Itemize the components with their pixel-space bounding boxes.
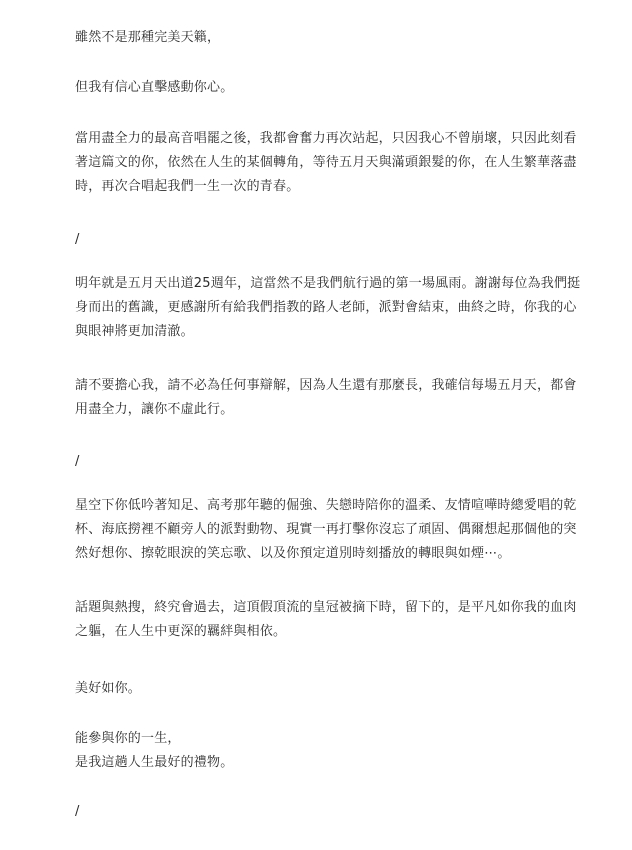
paragraph-3 [75, 127, 577, 199]
paragraph-6-line-1: 星空下你低吟著知足、高考那年聽的倔強、失戀時陪你的溫柔、友情喧嘩時總愛唱的乾 [75, 498, 577, 513]
paragraph-6-line-2: 杯、海底撈裡不顧旁人的派對動物、現實一再打擊你沒忘了頑固、偶爾想起那個他的突 [75, 522, 577, 537]
paragraph-3-line-1: 當用盡全力的最高音唱罷之後，我都會奮力再次站起，只因我心不曾崩壞，只因此刻看 [75, 131, 577, 146]
paragraph-6-line-3: 然好想你、擦乾眼淚的笑忘歌、以及你預定道別時刻播放的轉眼與如煙⋯。 [75, 546, 511, 561]
paragraph-9-line-1: 能參與你的一生， [75, 731, 181, 746]
paragraph-7-line-1: 話題與熱搜，終究會過去，這頂假頂流的皇冠被摘下時，留下的，是平凡如你我的血肉 [75, 600, 577, 615]
paragraph-5 [75, 374, 577, 422]
section-separator-3: / [75, 804, 80, 819]
paragraph-4-line-1: 明年就是五月天出道25週年，這當然不是我們航行過的第一場風雨。謝謝每位為我們挺 [75, 276, 581, 291]
paragraph-5-line-1: 請不要擔心我，請不必為任何事辯解，因為人生還有那麼長，我確信每場五月天，都會 [75, 378, 577, 393]
paragraph-4-line-3: 與眼神將更加清澈。 [75, 324, 194, 339]
paragraph-6 [75, 494, 577, 566]
paragraph-7 [75, 596, 577, 644]
paragraph-3-line-3: 時，再次合唱起我們一生一次的青春。 [75, 179, 300, 194]
paragraph-1: 雖然不是那種完美天籟， [75, 30, 221, 45]
paragraph-9 [75, 727, 233, 775]
paragraph-7-line-2: 之軀，在人生中更深的羈絆與相依。 [75, 624, 287, 639]
paragraph-8: 美好如你。 [75, 681, 142, 696]
section-separator-2: / [75, 454, 80, 469]
paragraph-5-line-2: 用盡全力，讓你不虛此行。 [75, 402, 234, 417]
paragraph-4 [75, 272, 580, 344]
paragraph-4-line-2: 身而出的舊識，更感謝所有給我們指教的路人老師，派對會結束，曲終之時，你我的心 [75, 300, 577, 315]
paragraph-2: 但我有信心直擊感動你心。 [75, 80, 234, 95]
paragraph-3-line-2: 著這篇文的你，依然在人生的某個轉角，等待五月天與滿頭銀髮的你，在人生繁華落盡 [75, 155, 577, 170]
section-separator-1: / [75, 232, 80, 247]
paragraph-9-line-2: 是我這趟人生最好的禮物。 [75, 755, 234, 770]
